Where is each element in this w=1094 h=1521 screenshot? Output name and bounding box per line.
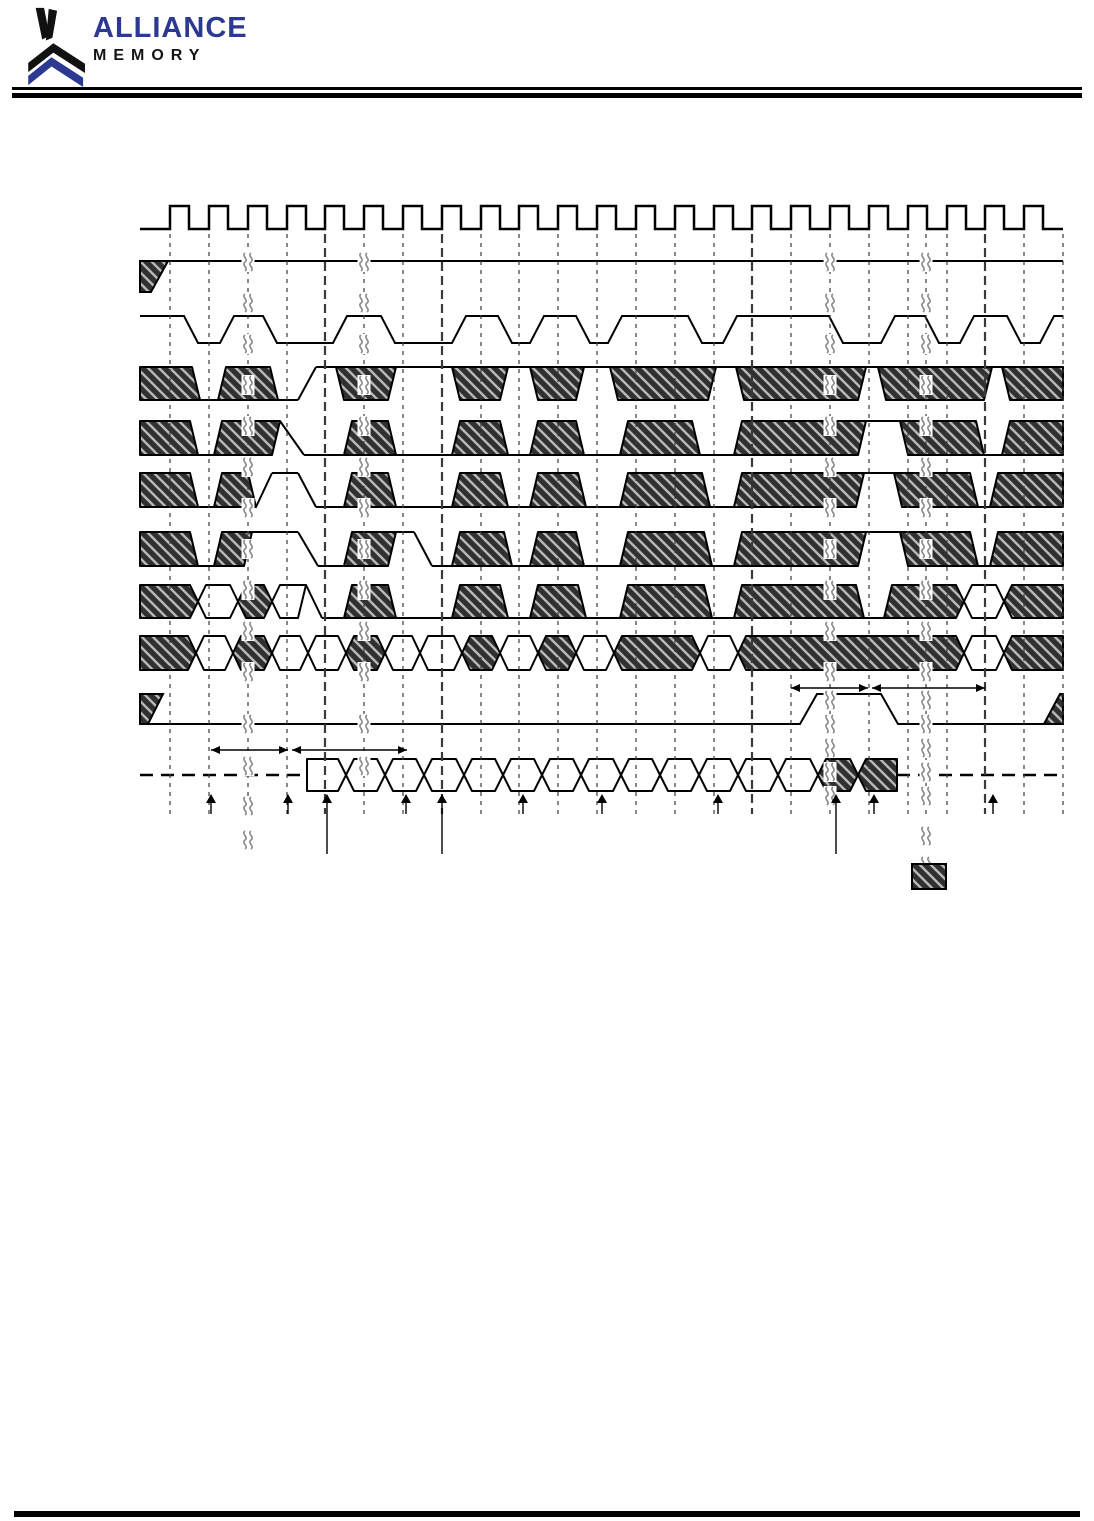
event-arrow-icon (597, 794, 607, 814)
measurement-arrow (211, 746, 288, 754)
signal-clock (140, 206, 1063, 229)
event-arrow-icon (869, 794, 879, 814)
event-arrow-icon (831, 794, 841, 854)
event-arrow-icon (988, 794, 998, 814)
footer-rule (14, 1511, 1080, 1517)
event-arrow-icon (322, 794, 332, 854)
measurement-arrow (292, 746, 407, 754)
event-arrow-icon (206, 794, 216, 814)
brand-name: ALLIANCE (93, 12, 248, 44)
legend-undefined-swatch (912, 864, 946, 889)
event-arrow-icon (437, 794, 447, 854)
event-arrow-icon (283, 794, 293, 814)
brand-subname: MEMORY (93, 47, 207, 64)
